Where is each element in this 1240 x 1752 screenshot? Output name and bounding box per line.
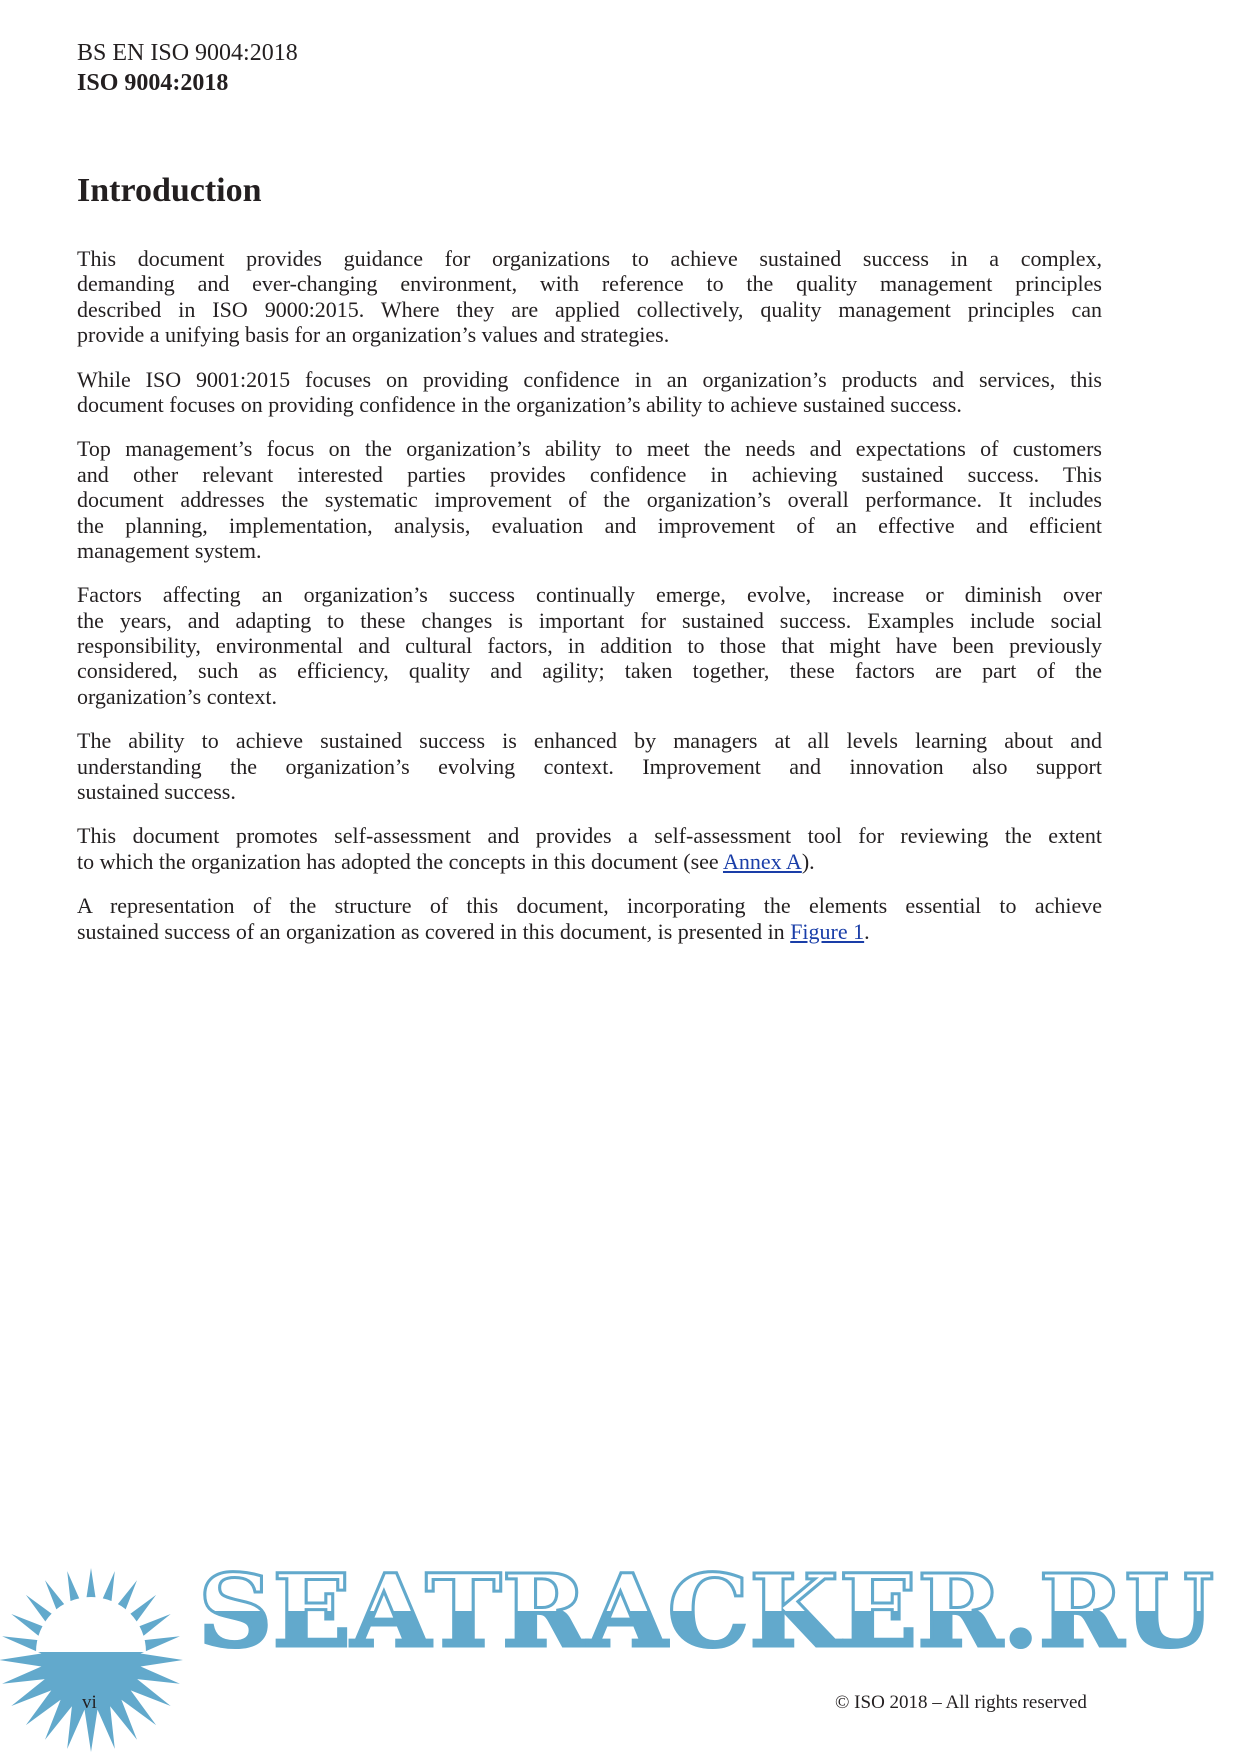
text: to which the organization has adopted the concepts in this document (see	[77, 848, 723, 874]
text-line: demanding and ever-changing environment, with reference to the quality management principles	[77, 271, 1102, 297]
text-line: and other relevant interested parties provides confidence in achieving sustained success. This	[77, 461, 1102, 487]
standard-number: ISO 9004:2018	[77, 70, 229, 96]
text-line: sustained success.	[77, 779, 236, 805]
text-line: While ISO 9001:2015 focuses on providing confidence in an organization’s products and services, this	[77, 366, 1102, 392]
text-line: provide a unifying basis for an organization’s values and strategies.	[77, 322, 670, 348]
paragraph	[77, 246, 1102, 348]
text-line: Factors affecting an organization’s success continually emerge, evolve, increase or diminish over	[77, 582, 1102, 608]
text-line: This document provides guidance for organizations to achieve sustained success in a complex,	[77, 246, 1102, 271]
text-line	[77, 919, 1102, 944]
paragraph	[77, 728, 1102, 804]
text-line: The ability to achieve sustained success is enhanced by managers at all levels learning about and	[77, 728, 1102, 754]
text-line: the years, and adapting to these changes is important for sustained success. Examples include social	[77, 607, 1102, 633]
text-line: document addresses the systematic improvement of the organization’s overall performance. It includes	[77, 487, 1102, 513]
text: sustained success of an organization as covered in this document, is presented in	[77, 918, 791, 944]
paragraph-self-assessment	[77, 823, 1102, 874]
copyright: © ISO 2018 – All rights reserved	[835, 1692, 1087, 1713]
text-line: responsibility, environmental and cultural factors, in addition to those that might have been previously	[77, 633, 1102, 659]
text: ).	[801, 848, 815, 874]
document-body	[77, 246, 1102, 963]
text-line: understanding the organization’s evolving context. Improvement and innovation also support	[77, 753, 1102, 779]
sun-icon	[0, 1568, 183, 1752]
text-line: organization’s context.	[77, 683, 277, 709]
annex-a-link[interactable]: Annex A	[722, 848, 802, 874]
paragraph	[77, 436, 1102, 563]
text-line: management system.	[77, 537, 262, 563]
standard-designation: BS EN ISO 9004:2018	[77, 40, 298, 66]
paragraph	[77, 582, 1102, 709]
paragraph-structure	[77, 893, 1102, 944]
sun-rays	[0, 1568, 183, 1752]
sun-disc	[36, 1597, 146, 1652]
text: .	[864, 918, 870, 944]
section-title: Introduction	[77, 172, 262, 209]
text-line: described in ISO 9000:2015. Where they are applied collectively, quality management principles can	[77, 296, 1102, 322]
text-line: Top management’s focus on the organization’s ability to meet the needs and expectations of customers	[77, 436, 1102, 462]
text-line	[77, 849, 1102, 874]
text-line: A representation of the structure of this document, incorporating the elements essential to achieve	[77, 893, 1102, 919]
watermark-text: SEATRACKER.RU	[198, 1560, 1214, 1670]
page-number: vi	[82, 1692, 97, 1713]
text-line: document focuses on providing confidence in the organization’s ability to achieve sustained success.	[77, 391, 962, 417]
figure-1-link[interactable]: Figure 1	[790, 918, 865, 944]
text-line: the planning, implementation, analysis, evaluation and improvement of an effective and efficient	[77, 512, 1102, 538]
text-line: considered, such as efficiency, quality and agility; taken together, these factors are part of the	[77, 658, 1102, 684]
paragraph	[77, 367, 1102, 418]
watermark-logo	[0, 1560, 1240, 1752]
text-line: This document promotes self-assessment and provides a self-assessment tool for reviewing the extent	[77, 823, 1102, 849]
